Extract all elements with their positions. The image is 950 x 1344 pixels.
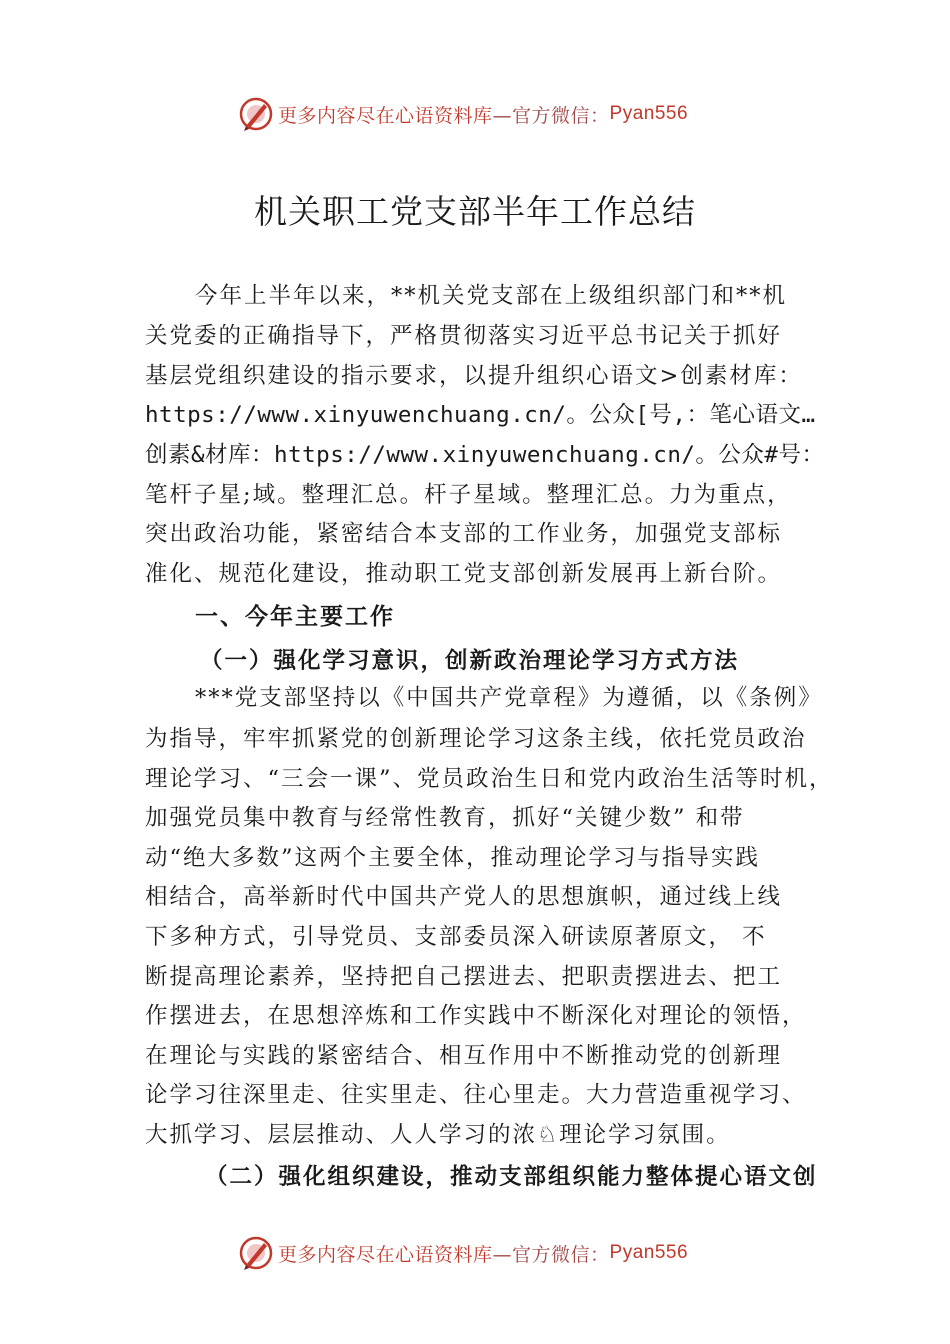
paragraph-line: 大抓学习、层层推动、人人学习的浓♘理论学习氛围。 [145,1122,731,1148]
paragraph-line: 作摆进去，在思想淬炼和工作实践中不断深化对理论的领悟， [145,1003,807,1029]
paragraph-line: 突出政治功能，紧密结合本支部的工作业务，加强党支部标 [145,521,783,547]
watermark-main-text: 更多内容尽在心语资料库 [278,104,493,127]
paragraph-line: 关党委的正确指导下，严格贯彻落实习近平总书记关于抓好 [145,323,783,349]
watermark-wechat-id: Pyan556 [609,1242,689,1263]
pen-logo-icon [238,1235,274,1271]
paragraph-line: https://www.xinyuwenchuang.cn/。公众[号,：笔心语文… [145,402,816,428]
paragraph-line: 相结合，高举新时代中国共产党人的思想旗帜，通过线上线 [145,884,783,910]
paragraph-line: 准化、规范化建设，推动职工党支部创新发展再上新台阶。 [145,561,783,587]
paragraph-line: 动“绝大多数”这两个主要全体，推动理论学习与指导实践 [145,845,761,871]
paragraph-line: 笔杆子星;域。整理汇总。杆子星域。整理汇总。力为重点， [145,482,792,508]
paragraph-line: 下多种方式，引导党员、支部委员深入研读原著原文， 不 [145,924,767,950]
paragraph-line: 在理论与实践的紧密结合、相互作用中不断推动党的创新理 [145,1043,783,1069]
watermark-header [238,94,738,134]
subsection-heading: （二）强化组织建设，推动支部组织能力整体提心语文创 [205,1164,818,1190]
paragraph-line: 今年上半年以来，**机关党支部在上级组织部门和**机 [195,283,788,309]
watermark-sub-text: —官方微信： [492,1243,610,1266]
watermark-main-text: 更多内容尽在心语资料库 [278,1243,493,1266]
paragraph-line: 创素&材库：https://www.xinyuwenchuang.cn/。公众#号： [145,442,825,468]
paragraph-line: ***党支部坚持以《中国共产党章程》为遵循，以《条例》 [195,685,823,711]
paragraph-line: 加强党员集中教育与经常性教育，抓好“关键少数” 和带 [145,805,745,831]
watermark-sub-text: —官方微信： [492,104,610,127]
document-title: 机关职工党支部半年工作总结 [254,192,696,231]
watermark-wechat-id: Pyan556 [609,103,689,124]
watermark-footer [238,1233,738,1273]
section-heading: 一、今年主要工作 [195,604,395,630]
paragraph-line: 基层党组织建设的指示要求，以提升组织心语文>创素材库： [145,363,803,389]
paragraph-line: 为指导，牢牢抓紧党的创新理论学习这条主线，依托党员政治 [145,726,807,752]
subsection-heading: （一）强化学习意识，创新政治理论学习方式方法 [200,648,740,674]
paragraph-line: 理论学习、“三会一课”、党员政治生日和党内政治生活等时机， [145,766,834,792]
pen-logo-icon [238,96,274,132]
paragraph-line: 断提高理论素养，坚持把自己摆进去、把职责摆进去、把工 [145,964,783,990]
paragraph-line: 论学习往深里走、往实里走、往心里走。大力营造重视学习、 [145,1082,807,1108]
